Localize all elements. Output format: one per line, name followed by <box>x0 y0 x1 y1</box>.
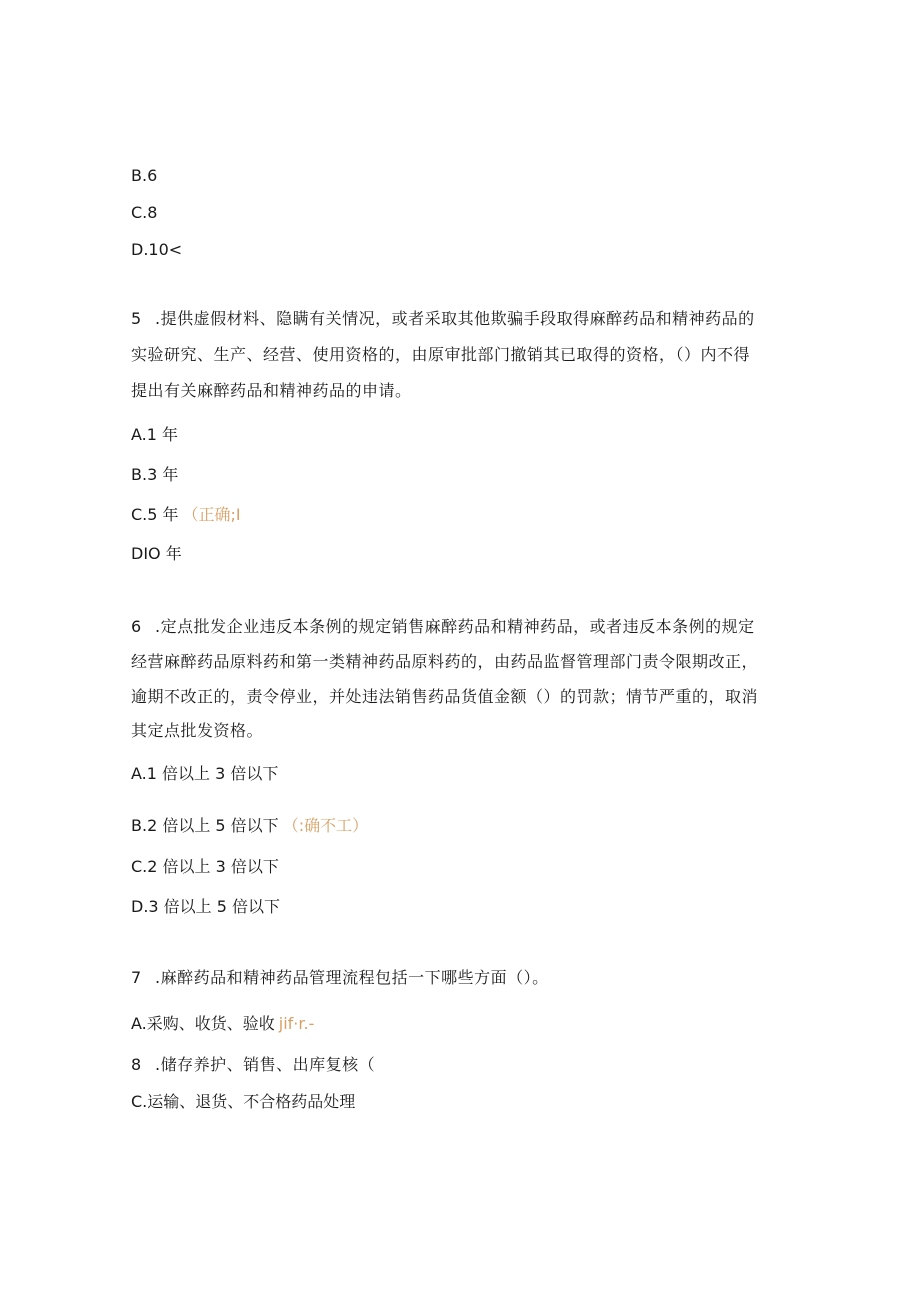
question-5-option-b: B.3 年 <box>131 465 179 484</box>
question-8 <box>131 1054 375 1076</box>
question-6-option-d: D.3 倍以上 5 倍以下 <box>131 897 281 916</box>
question-5-line-1 <box>131 308 755 330</box>
question-number: 5 <box>131 309 142 328</box>
option-c-tail: C.运输、退货、不合格药品处理 <box>131 1092 356 1111</box>
answer-annotation: （:确不工） <box>282 816 369 835</box>
option-d: D.10< <box>131 240 183 259</box>
option-text: A.采购、收货、验收 <box>131 1014 275 1033</box>
question-text: .提供虚假材料、隐瞒有关情况，或者采取其他欺骗手段取得麻醉药品和精神药品的 <box>155 309 755 328</box>
question-6-option-a: A.1 倍以上 3 倍以下 <box>131 764 279 783</box>
answer-annotation: jif·r.- <box>278 1014 315 1033</box>
question-5-option-d: DIO 年 <box>131 544 182 563</box>
question-7 <box>131 967 549 989</box>
question-5-line-2: 实验研究、生产、经营、使用资格的，由原审批部门撤销其已取得的资格，（）内不得 <box>131 345 751 364</box>
option-c: C.8 <box>131 203 158 222</box>
question-5-option-a: A.1 年 <box>131 425 179 444</box>
question-text: .麻醉药品和精神药品管理流程包括一下哪些方面（）。 <box>155 968 549 987</box>
question-number: 8 <box>131 1055 142 1074</box>
question-number: 7 <box>131 968 142 987</box>
option-b: B.6 <box>131 166 158 185</box>
question-6-option-c: C.2 倍以上 3 倍以下 <box>131 857 279 876</box>
question-6-option-b <box>131 815 368 837</box>
question-5-option-c <box>131 504 241 526</box>
answer-annotation: （正确;I <box>182 505 241 524</box>
question-number: 6 <box>131 617 142 636</box>
question-6-line-4: 其定点批发资格。 <box>131 721 264 740</box>
question-6-line-3: 逾期不改正的，责令停业，并处违法销售药品货值金额（）的罚款；情节严重的，取消 <box>131 687 759 706</box>
option-text: B.2 倍以上 5 倍以下 <box>131 816 279 835</box>
question-5-line-3: 提出有关麻醉药品和精神药品的申请。 <box>131 381 412 400</box>
option-text: C.5 年 <box>131 505 179 524</box>
question-text: .储存养护、销售、出库复核（ <box>155 1055 376 1074</box>
question-6-line-1 <box>131 616 755 638</box>
question-7-option-a <box>131 1013 314 1035</box>
question-text: .定点批发企业违反本条例的规定销售麻醉药品和精神药品，或者违反本条例的规定 <box>155 617 755 636</box>
question-6-line-2: 经营麻醉药品原料药和第一类精神药品原料药的，由药品监督管理部门责令限期改正， <box>131 652 759 671</box>
